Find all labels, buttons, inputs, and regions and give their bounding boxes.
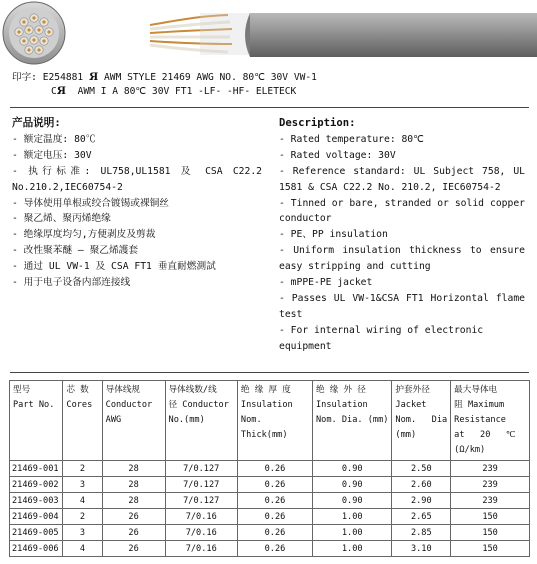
spec-table-body: [10, 461, 530, 557]
header-text: Thick(mm): [240, 430, 288, 440]
header-text: Nom. Dia: [395, 415, 448, 425]
header-text: (mm): [395, 430, 417, 440]
cn-line: - 额定电压: 30V: [12, 149, 92, 161]
ul-mark-icon: Я: [88, 71, 99, 83]
en-line: equipment: [279, 340, 332, 352]
table-row: [10, 477, 530, 493]
cn-line: - 额定温度: 80℃: [12, 133, 96, 145]
spec-table: [9, 380, 530, 557]
cell-max-resistance: 239: [451, 461, 530, 477]
cell-insulation-thickness: 0.26: [237, 509, 312, 525]
header-text: Nom. Dia. (mm): [315, 415, 389, 425]
header-max-resistance: [451, 381, 530, 461]
cell-conductor-awg: 26: [102, 509, 165, 525]
marking-line-1: [12, 69, 317, 83]
header-text: (Ω/km): [454, 445, 486, 455]
marking-c-prefix: C: [51, 86, 57, 97]
en-line: - Rated voltage: 30V: [279, 149, 396, 161]
header-text: Resistance: [454, 415, 506, 425]
en-line: - mPPE-PE jacket: [279, 277, 373, 289]
header-text: at 20 ℃: [454, 430, 516, 440]
header-text: 最大导体电: [454, 385, 498, 395]
header-text: AWG: [105, 415, 122, 425]
cell-max-resistance: 150: [451, 541, 530, 557]
cell-cores: 2: [63, 509, 102, 525]
cell-insulation-thickness: 0.26: [237, 493, 312, 509]
en-line: - Uniform insulation thickness to ensure: [279, 245, 525, 257]
table-row: [10, 541, 530, 557]
en-line: - Rated temperature: 80℃: [279, 133, 425, 145]
header-text: 护套外径: [395, 385, 430, 395]
product-description-en: [279, 116, 525, 355]
cell-max-resistance: 150: [451, 509, 530, 525]
cell-jacket-diameter: 2.90: [392, 493, 451, 509]
en-line: - Reference standard: UL Subject 758, UL: [279, 165, 525, 177]
header-text: 芯 数: [66, 385, 89, 395]
marking-line-1-text: AWM STYLE 21469 AWG NO. 80℃ 30V VW-1: [104, 72, 317, 83]
header-text: 绝 缘 厚 度: [240, 385, 291, 395]
header-text: Conductor: [105, 400, 153, 410]
cell-jacket-diameter: 2.85: [392, 525, 451, 541]
cn-line: - 改性聚苯醚 — 聚乙烯護套: [12, 245, 139, 257]
cul-mark-icon: Я: [56, 85, 67, 97]
en-line: - Tinned or bare, stranded or solid copper: [279, 197, 525, 209]
cell-part-no: 21469-005: [10, 525, 63, 541]
marking-line-2-text: AWM I A 80℃ 30V FT1 -LF- -HF- ELETECK: [77, 86, 297, 97]
cell-conductor-strand: 7/0.127: [165, 477, 237, 493]
en-line: - Passes UL VW-1&CSA FT1 Horizontal flame: [279, 292, 525, 304]
en-line: - PE、PP insulation: [279, 229, 388, 241]
header-text: No.(mm): [168, 415, 205, 425]
cell-jacket-diameter: 2.50: [392, 461, 451, 477]
cn-line: - 绝缘厚度均匀,方便剥皮及剪裁: [12, 229, 156, 241]
cell-conductor-awg: 26: [102, 541, 165, 557]
header-text: Insulation: [240, 400, 293, 410]
cell-cores: 3: [63, 525, 102, 541]
spec-table-header: [10, 381, 530, 461]
product-description-cn: [12, 116, 262, 291]
divider-top: [10, 107, 529, 108]
cell-insulation-diameter: 1.00: [312, 541, 391, 557]
cell-insulation-thickness: 0.26: [237, 477, 312, 493]
header-text: Insulation: [315, 400, 368, 410]
header-text: Part No.: [13, 400, 55, 410]
cell-part-no: 21469-004: [10, 509, 63, 525]
header-insulation-thickness: [237, 381, 312, 461]
cell-part-no: 21469-002: [10, 477, 63, 493]
cn-line: - 用于电子设备内部连接线: [12, 277, 131, 289]
cell-max-resistance: 239: [451, 477, 530, 493]
cell-cores: 4: [63, 493, 102, 509]
header-text: Jacket: [395, 400, 427, 410]
header-conductor-strand: [165, 381, 237, 461]
cell-insulation-diameter: 0.90: [312, 461, 391, 477]
cell-jacket-diameter: 2.65: [392, 509, 451, 525]
cell-insulation-diameter: 1.00: [312, 525, 391, 541]
cell-insulation-thickness: 0.26: [237, 461, 312, 477]
cell-conductor-strand: 7/0.16: [165, 525, 237, 541]
cn-line: No.210.2,IEC60754-2: [12, 181, 123, 193]
cn-line: - 导体使用单根或绞合镀锡或裸铜丝: [12, 197, 169, 209]
cell-insulation-diameter: 0.90: [312, 477, 391, 493]
divider-bottom: [10, 372, 529, 373]
marking-label: 印字:: [12, 72, 37, 83]
cell-conductor-strand: 7/0.16: [165, 541, 237, 557]
table-row: [10, 525, 530, 541]
cell-cores: 2: [63, 461, 102, 477]
en-line: test: [279, 308, 303, 320]
cell-part-no: 21469-001: [10, 461, 63, 477]
cn-line: - 聚乙烯、聚丙烯绝缘: [12, 213, 111, 225]
table-row: [10, 461, 530, 477]
header-text: 绝 缘 外 径: [315, 385, 366, 395]
header-jacket-diameter: [392, 381, 451, 461]
cell-max-resistance: 239: [451, 493, 530, 509]
cell-conductor-awg: 26: [102, 525, 165, 541]
table-row: [10, 493, 530, 509]
header-insulation-diameter: [312, 381, 391, 461]
cell-insulation-diameter: 1.00: [312, 509, 391, 525]
cell-part-no: 21469-006: [10, 541, 63, 557]
cell-part-no: 21469-003: [10, 493, 63, 509]
cn-title: 产品说明:: [12, 117, 61, 129]
cell-conductor-awg: 28: [102, 493, 165, 509]
marking-file-number: E254881: [42, 72, 84, 83]
header-conductor-awg: [102, 381, 165, 461]
cell-max-resistance: 150: [451, 525, 530, 541]
cell-conductor-strand: 7/0.127: [165, 461, 237, 477]
cell-cores: 3: [63, 477, 102, 493]
cable-jacket: [250, 13, 537, 57]
cell-conductor-strand: 7/0.127: [165, 493, 237, 509]
en-line: 1581 & CSA C22.2 No. 210.2, IEC60754-2: [279, 181, 501, 193]
header-text: 阻 Maximum: [454, 400, 505, 410]
cable-cross-section: [3, 2, 65, 64]
header-text: Nom.: [240, 415, 262, 425]
header-text: 径 Conductor: [168, 400, 229, 410]
cell-insulation-diameter: 0.90: [312, 493, 391, 509]
header-text: 型号: [13, 385, 31, 395]
en-line: - For internal wiring of electronic: [279, 324, 484, 336]
cable-illustration: [0, 0, 537, 66]
cell-insulation-thickness: 0.26: [237, 541, 312, 557]
en-line: conductor: [279, 213, 332, 225]
header-text: 导体线规: [105, 385, 141, 395]
cell-conductor-strand: 7/0.16: [165, 509, 237, 525]
cell-conductor-awg: 28: [102, 461, 165, 477]
cell-jacket-diameter: 3.10: [392, 541, 451, 557]
header-text: 导体线数/线: [168, 385, 217, 395]
cell-conductor-awg: 28: [102, 477, 165, 493]
en-title: Description:: [279, 117, 356, 129]
cn-line: - 通过 UL VW-1 及 CSA FT1 垂直耐燃測試: [12, 261, 216, 273]
header-cores: [63, 381, 102, 461]
cell-cores: 4: [63, 541, 102, 557]
table-row: [10, 509, 530, 525]
marking-line-2: [51, 85, 296, 97]
en-line: easy stripping and cutting: [279, 261, 431, 273]
header-text: Cores: [66, 400, 93, 410]
cell-jacket-diameter: 2.60: [392, 477, 451, 493]
cell-insulation-thickness: 0.26: [237, 525, 312, 541]
cn-line: - 执行标准: UL758,UL1581 及 CSA C22.2: [12, 165, 262, 177]
header-part-no: [10, 381, 63, 461]
